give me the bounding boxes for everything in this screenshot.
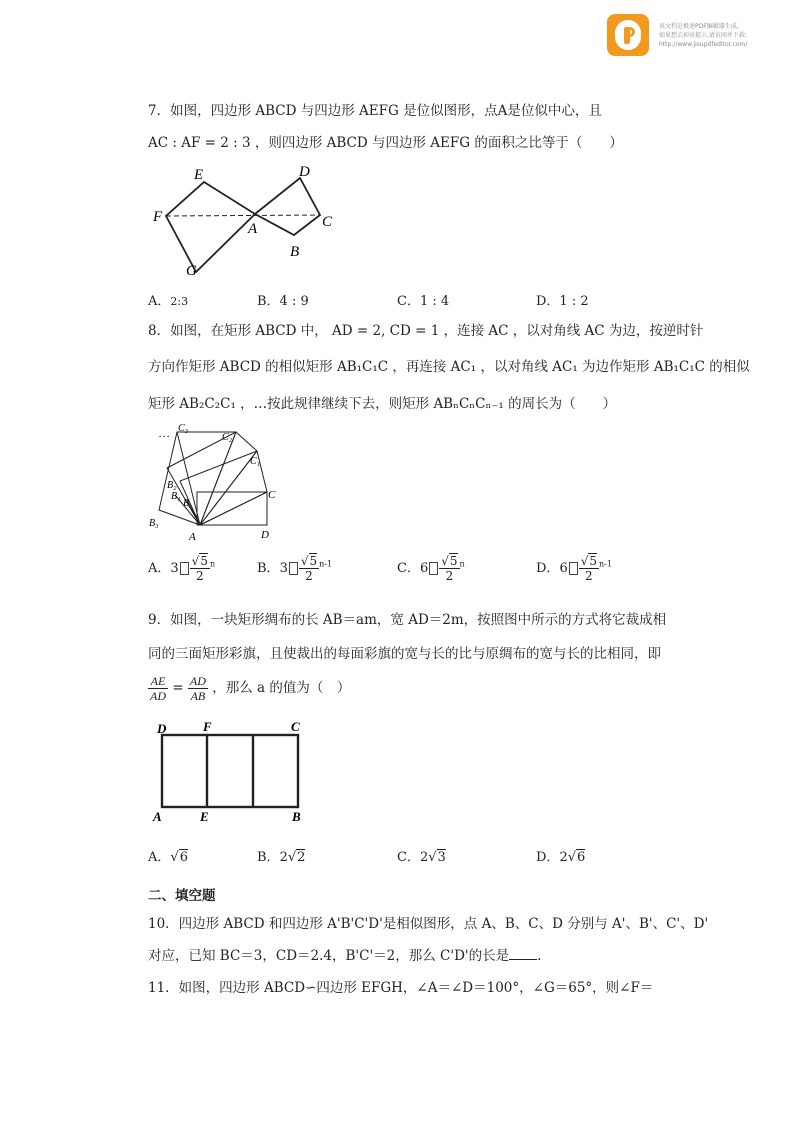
q7-label-c: C bbox=[322, 214, 333, 230]
q7-option-d[interactable]: D．1 : 2 bbox=[536, 294, 589, 309]
q7-label-d: D bbox=[299, 164, 310, 180]
q8-option-a-coef: 3 bbox=[170, 561, 179, 576]
q9-option-b-label: B． bbox=[257, 850, 280, 865]
q8-label-b: B bbox=[183, 498, 190, 509]
q8-line-1: 8．如图，在矩形 ABCD 中， AD = 2, CD = 1 ，连接 AC ，以对角线 AC 为边，按逆时针 bbox=[148, 323, 704, 339]
q8-option-c[interactable]: C．6 $\frac{√5}{2}$ $^n$ bbox=[397, 554, 465, 583]
q9-label-a: A bbox=[153, 809, 162, 824]
q9-frac1-num: AE bbox=[148, 674, 168, 689]
q9-option-b-coef: 2 bbox=[279, 850, 288, 865]
section-fill-in-title: 二、填空题 bbox=[148, 888, 216, 904]
q8-option-a[interactable]: A．3 $\frac{√5}{2}$ $^n$ bbox=[148, 554, 216, 583]
q9-figure bbox=[148, 715, 318, 827]
q10-answer-blank[interactable] bbox=[509, 945, 537, 960]
q8-label-c: C bbox=[268, 489, 276, 501]
missing-glyph-icon bbox=[289, 562, 298, 575]
q7-dashed-fc bbox=[166, 215, 320, 216]
q8-option-a-root: 5 bbox=[200, 554, 208, 568]
q10-line-2-text: 对应，已知 BC＝3，CD＝2.4，B'C'＝2，那么 C'D'的长是 bbox=[148, 948, 510, 964]
q8-line-2: 方向作矩形 ABCD 的相似矩形 AB₁C₁C ，再连接 AC₁ ，以对角线 AC₁ 为边作矩形 AB₁C₁C 的相似 bbox=[148, 359, 750, 375]
q8-option-d-coef: 6 bbox=[559, 561, 568, 576]
missing-glyph-icon bbox=[429, 562, 438, 575]
q7-label-f: F bbox=[153, 209, 163, 225]
q10-line-1: 10．四边形 ABCD 和四边形 A'B'C'D'是相似图形，点 A、B、C、D 分别与 A'、B'、C'、D' bbox=[148, 916, 709, 932]
q9-line-3 bbox=[148, 674, 350, 703]
q8-option-d-exp: n-1 bbox=[599, 559, 612, 569]
q9-line-1: 9．如图，一块矩形绸布的长 AB＝am，宽 AD＝2m，按照图中所示的方式将它裁成相 bbox=[148, 612, 667, 628]
q8-label-dots: … bbox=[159, 426, 170, 440]
pdf-editor-logo bbox=[607, 14, 649, 56]
q8-option-a-den: 2 bbox=[196, 569, 204, 583]
q9-equals: = bbox=[172, 680, 184, 696]
q8-option-d-label: D． bbox=[536, 561, 560, 576]
q8-option-d[interactable]: D．6 $\frac{√5}{2}$ $^{n-1}$ bbox=[536, 554, 612, 583]
watermark-line-1: 该文档是极速PDF编辑器生成, bbox=[659, 23, 739, 30]
q7-quad-aefg bbox=[166, 182, 255, 272]
q8-option-c-den: 2 bbox=[445, 569, 454, 583]
q8-label-b2: B₂ bbox=[167, 480, 177, 491]
q9-option-d-label: D． bbox=[536, 850, 560, 865]
q8-label-b3: B₃ bbox=[149, 518, 159, 529]
q8-option-c-root: 5 bbox=[449, 554, 458, 568]
q7-line-1: 7．如图，四边形 ABCD 与四边形 AEFG 是位似图形，点A是位似中心，且 bbox=[148, 103, 602, 119]
q8-option-b[interactable]: B．3 $\frac{√5}{2}$ $^{n-1}$ bbox=[257, 554, 333, 583]
watermark-line-2: 如果想去掉该提示,请访问并下载: bbox=[659, 32, 747, 39]
q7-option-a-value: 2:3 bbox=[170, 295, 189, 308]
q8-option-b-label: B． bbox=[257, 561, 280, 576]
q7-label-g: G bbox=[186, 263, 197, 279]
q9-option-d-value: 6 bbox=[577, 850, 586, 865]
q7-label-e: E bbox=[194, 167, 204, 183]
q8-option-c-label: C． bbox=[397, 561, 420, 576]
q7-label-b: B bbox=[290, 244, 300, 260]
q8-label-c1: C₁ bbox=[250, 456, 261, 467]
q9-option-c-value: 3 bbox=[437, 850, 446, 865]
watermark-line-3: http://www.jisupdfeditor.com/ bbox=[659, 41, 748, 48]
q8-diag-ac2 bbox=[200, 432, 236, 525]
q8-option-c-coef: 6 bbox=[419, 561, 429, 576]
q9-frac1-den: AD bbox=[150, 689, 166, 703]
q7-line-2: AC : AF = 2 : 3 ，则四边形 ABCD 与四边形 AEFG 的面积之比等于（ ） bbox=[148, 135, 623, 151]
q8-option-d-den: 2 bbox=[585, 569, 593, 583]
q8-option-b-exp: n-1 bbox=[319, 559, 333, 569]
q8-option-a-label: A． bbox=[148, 561, 171, 576]
q9-option-c-coef: 2 bbox=[419, 850, 429, 865]
q8-option-b-root: 5 bbox=[309, 554, 318, 568]
q9-option-b[interactable]: B．2√2 bbox=[257, 850, 306, 865]
q9-option-b-value: 2 bbox=[297, 850, 306, 865]
q7-option-c[interactable]: C．1 : 4 bbox=[397, 294, 450, 309]
q9-label-c: C bbox=[291, 719, 300, 734]
q9-option-d[interactable]: D．2√6 bbox=[536, 850, 586, 865]
q8-line-3: 矩形 AB₂C₂C₁ ，…按此规律继续下去，则矩形 ABₙCₙCₙ₋₁ 的周长为（ ） bbox=[148, 396, 617, 412]
logo-p-icon bbox=[615, 20, 641, 50]
missing-glyph-icon bbox=[180, 562, 189, 575]
q9-option-c[interactable]: C．2√3 bbox=[397, 850, 446, 865]
q7-figure bbox=[148, 160, 348, 280]
q8-label-b1: B₁ bbox=[171, 491, 181, 502]
missing-glyph-icon bbox=[569, 562, 578, 575]
q10-line-2 bbox=[148, 945, 541, 966]
q8-figure bbox=[145, 420, 295, 545]
q9-frac2-num: AD bbox=[189, 674, 206, 688]
q9-rect-abcd bbox=[162, 735, 298, 807]
q9-label-f: F bbox=[203, 719, 212, 734]
q7-option-a-label: A． bbox=[148, 294, 171, 309]
q8-option-b-den: 2 bbox=[305, 569, 313, 583]
q9-tail: ，那么 a 的值为（ ） bbox=[212, 680, 351, 696]
q9-label-e: E bbox=[200, 809, 209, 824]
q9-option-d-coef: 2 bbox=[559, 850, 568, 865]
q9-option-a[interactable]: A．√6 bbox=[148, 850, 188, 865]
q8-diag-ac bbox=[200, 492, 267, 525]
q7-option-b[interactable]: B．4 : 9 bbox=[257, 294, 309, 309]
q9-option-a-label: A． bbox=[148, 850, 171, 865]
q9-label-d: D bbox=[157, 721, 167, 736]
q8-label-c2: C₂ bbox=[222, 432, 233, 443]
q8-option-a-exp: n bbox=[209, 559, 216, 569]
q7-quad-abcd bbox=[255, 178, 320, 235]
q8-option-d-root: 5 bbox=[589, 554, 598, 568]
q8-option-c-exp: n bbox=[459, 559, 465, 569]
q8-label-a: A bbox=[189, 531, 196, 543]
q9-option-c-label: C． bbox=[397, 850, 420, 865]
q7-label-a: A bbox=[248, 221, 258, 237]
q9-frac2-den: AB bbox=[190, 689, 206, 703]
q11-line-1: 11．如图，四边形 ABCD∽四边形 EFGH，∠A＝∠D＝100°，∠G＝65°，则∠F＝ bbox=[148, 980, 654, 996]
q9-label-b: B bbox=[292, 809, 301, 824]
q8-option-b-coef: 3 bbox=[279, 561, 288, 576]
q8-label-d: D bbox=[261, 529, 269, 541]
q9-line-2: 同的三面矩形彩旗，且使裁出的每面彩旗的宽与长的比与原绸布的宽与长的比相同，即 bbox=[148, 646, 661, 662]
q7-option-a[interactable] bbox=[148, 290, 188, 309]
q9-option-a-value: 6 bbox=[179, 850, 188, 865]
q10-line-2-end: . bbox=[537, 948, 542, 964]
q8-label-c3: C₃ bbox=[178, 423, 189, 434]
